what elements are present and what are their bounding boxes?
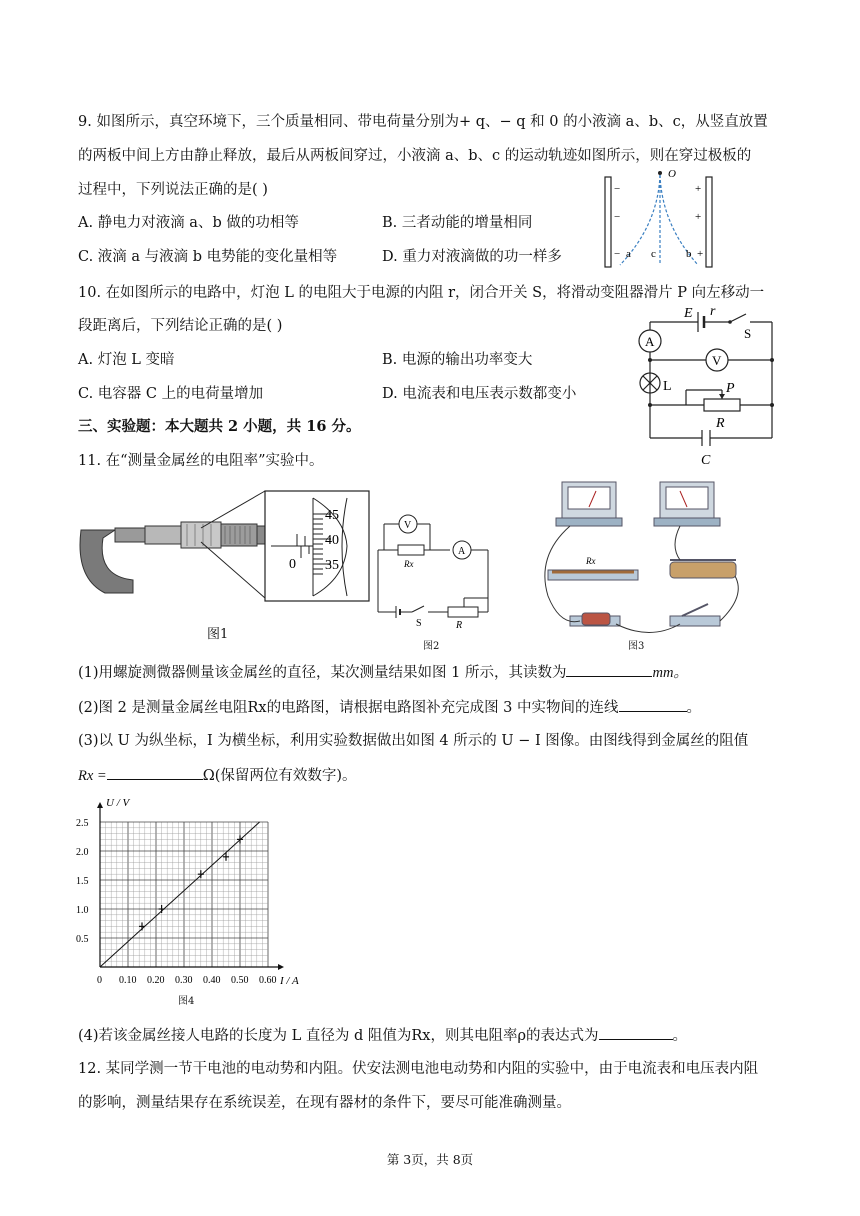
q11-part1-unit: mm。: [652, 665, 688, 681]
x-tick-label: 0: [97, 975, 102, 986]
label-s: S: [744, 326, 752, 341]
fig3-rx: Rx: [586, 556, 596, 566]
q11-part3-end: Ω(保留两位有效数字)。: [202, 768, 357, 784]
q10-line2: 段距离后，下列结论正确的是( ): [78, 318, 283, 334]
label-b: b: [686, 248, 692, 260]
q11-part2: [78, 697, 701, 718]
q10-circuit-figure: [630, 300, 780, 468]
q9-option-a: A. 静电力对液滴 a、b 做的功相等: [78, 215, 299, 231]
q9-line1: 9. 如图所示，真空环境下，三个质量相同、带电荷量分别为+ q、− q 和 0 的小液滴 a、b、c，从竖直放置: [78, 114, 768, 130]
x-tick-label: 0.30: [175, 975, 193, 986]
fig2-caption: 图2: [423, 641, 440, 652]
label-o: O: [668, 168, 676, 180]
thimble-40: 40: [325, 533, 339, 548]
q10-line1: 10. 在如图所示的电路中，灯泡 L 的电阻大于电源的内阻 r，闭合开关 S，将滑动变阻器滑片 P 向左移动一: [78, 285, 765, 301]
y-tick-label: 1.0: [76, 905, 89, 916]
plus-3: +: [697, 248, 704, 260]
q11-part3-answer: [78, 765, 357, 786]
data-point: [159, 905, 165, 913]
q11-part4-end: 。: [672, 1028, 688, 1044]
answer-blank-3[interactable]: [107, 765, 203, 780]
q9-line2: 的两板中间上方由静止释放，最后从两板间穿过，小液滴 a、b、c 的运动轨迹如图所示，则在穿过极板的: [78, 148, 752, 164]
answer-blank-1[interactable]: [566, 662, 652, 677]
micrometer-figure: [75, 488, 375, 644]
y-tick-label: 2.0: [76, 847, 89, 858]
q11-part4-text: (4)若该金属丝接人电路的长度为 L 直径为 d 阻值为Rx，则其电阻率ρ的表达式为: [78, 1028, 599, 1044]
rx-label: Rx =: [78, 768, 107, 784]
fig1-caption: 图1: [207, 627, 229, 642]
label-r-big: R: [716, 416, 725, 431]
q11-part3: (3)以 U 为纵坐标，I 为横坐标，利用实验数据做出如图 4 所示的 U − I 图像。由图线得到金属丝的阻值: [78, 733, 749, 749]
answer-blank-2[interactable]: [619, 697, 687, 712]
x-axis-arrow: [278, 964, 284, 970]
y-axis-arrow: [97, 802, 103, 808]
q10-option-d: D. 电流表和电压表示数都变小: [382, 386, 577, 402]
ui-chart: [70, 793, 320, 993]
q10-option-a: A. 灯泡 L 变暗: [78, 352, 175, 368]
label-a: a: [626, 248, 631, 260]
minus-3: −: [614, 248, 621, 260]
x-tick-label: 0.20: [147, 975, 165, 986]
x-tick-label: 0.10: [119, 975, 137, 986]
q11-part2-text: (2)图 2 是测量金属丝电阻Rx的电路图，请根据电路图补充完成图 3 中实物间的连线: [78, 700, 619, 716]
thimble-45: 45: [325, 508, 339, 523]
y-axis-label: U / V: [106, 797, 130, 809]
q9-line3: 过程中，下列说法正确的是( ): [78, 182, 268, 198]
page-footer: 第 3页，共 8页: [386, 1152, 474, 1167]
fig2-circuit: [368, 512, 496, 632]
tick-labels: [76, 818, 277, 986]
q11-part1: [78, 662, 688, 683]
q9-option-c: C. 液滴 a 与液滴 b 电势能的变化量相等: [78, 249, 338, 265]
fig2-s: S: [416, 618, 422, 629]
answer-blank-4[interactable]: [599, 1025, 673, 1040]
minus-1: −: [614, 183, 621, 195]
fig3-caption: 图3: [628, 641, 645, 652]
right-plate: [706, 177, 712, 267]
minus-2: −: [614, 211, 621, 223]
q12-line1: 12. 某同学测一节干电池的电动势和内阻。伏安法测电池电动势和内阻的实验中，由于电流表和电压表内阻: [78, 1061, 759, 1077]
label-c: C: [701, 453, 711, 468]
label-e: E: [684, 306, 693, 321]
x-tick-label: 0.60: [259, 975, 277, 986]
q10-option-b: B. 电源的输出功率变大: [382, 352, 533, 368]
label-c: c: [651, 248, 656, 260]
switch: [670, 616, 720, 626]
q9-plates-figure: [598, 165, 728, 273]
left-plate: [605, 177, 611, 267]
trajectory-b: [660, 175, 698, 265]
fig4-caption: 图4: [178, 996, 195, 1007]
fig3-apparatus: [530, 476, 750, 642]
slider-arrow: [719, 394, 725, 399]
q11-intro: 11. 在“测量金属丝的电阻率”实验中。: [78, 453, 324, 469]
plus-2: +: [695, 211, 702, 223]
data-points: [139, 835, 243, 930]
q9-option-b: B. 三者动能的增量相同: [382, 215, 533, 231]
label-l: L: [663, 379, 672, 394]
q9-option-d: D. 重力对液滴做的功一样多: [382, 249, 562, 265]
q10-option-c: C. 电容器 C 上的电荷量增加: [78, 386, 264, 402]
thimble-35: 35: [325, 558, 339, 573]
main-scale-zero: 0: [289, 557, 296, 572]
x-axis-label: I / A: [280, 975, 299, 987]
ammeter-a: A: [645, 334, 655, 349]
label-p: P: [726, 381, 735, 396]
data-point: [139, 922, 145, 930]
fig2-voltmeter: V: [404, 520, 412, 531]
x-tick-label: 0.40: [203, 975, 221, 986]
origin-point: [658, 171, 662, 175]
rheostat: [670, 562, 736, 578]
q12-line2: 的影响，测量结果存在系统误差，在现有器材的条件下，要尽可能准确测量。: [78, 1095, 571, 1111]
y-tick-label: 2.5: [76, 818, 89, 829]
q11-part4: [78, 1025, 687, 1046]
fig2-r: R: [456, 620, 463, 631]
section-heading: 三、实验题：本大题共 2 小题，共 16 分。: [78, 418, 361, 435]
y-tick-label: 0.5: [76, 934, 89, 945]
fig2-rx: Rx: [404, 559, 414, 569]
q11-part1-text: (1)用螺旋测微器侧量该金属丝的直径，某次测量结果如图 1 所示，其读数为: [78, 665, 567, 681]
plus-1: +: [695, 183, 702, 195]
fig2-ammeter: A: [458, 546, 466, 557]
voltmeter-v: V: [712, 353, 722, 368]
fit-line: [100, 822, 260, 967]
x-tick-label: 0.50: [231, 975, 249, 986]
y-tick-label: 1.5: [76, 876, 89, 887]
label-r: r: [710, 304, 716, 319]
q11-part2-end: 。: [686, 700, 702, 716]
